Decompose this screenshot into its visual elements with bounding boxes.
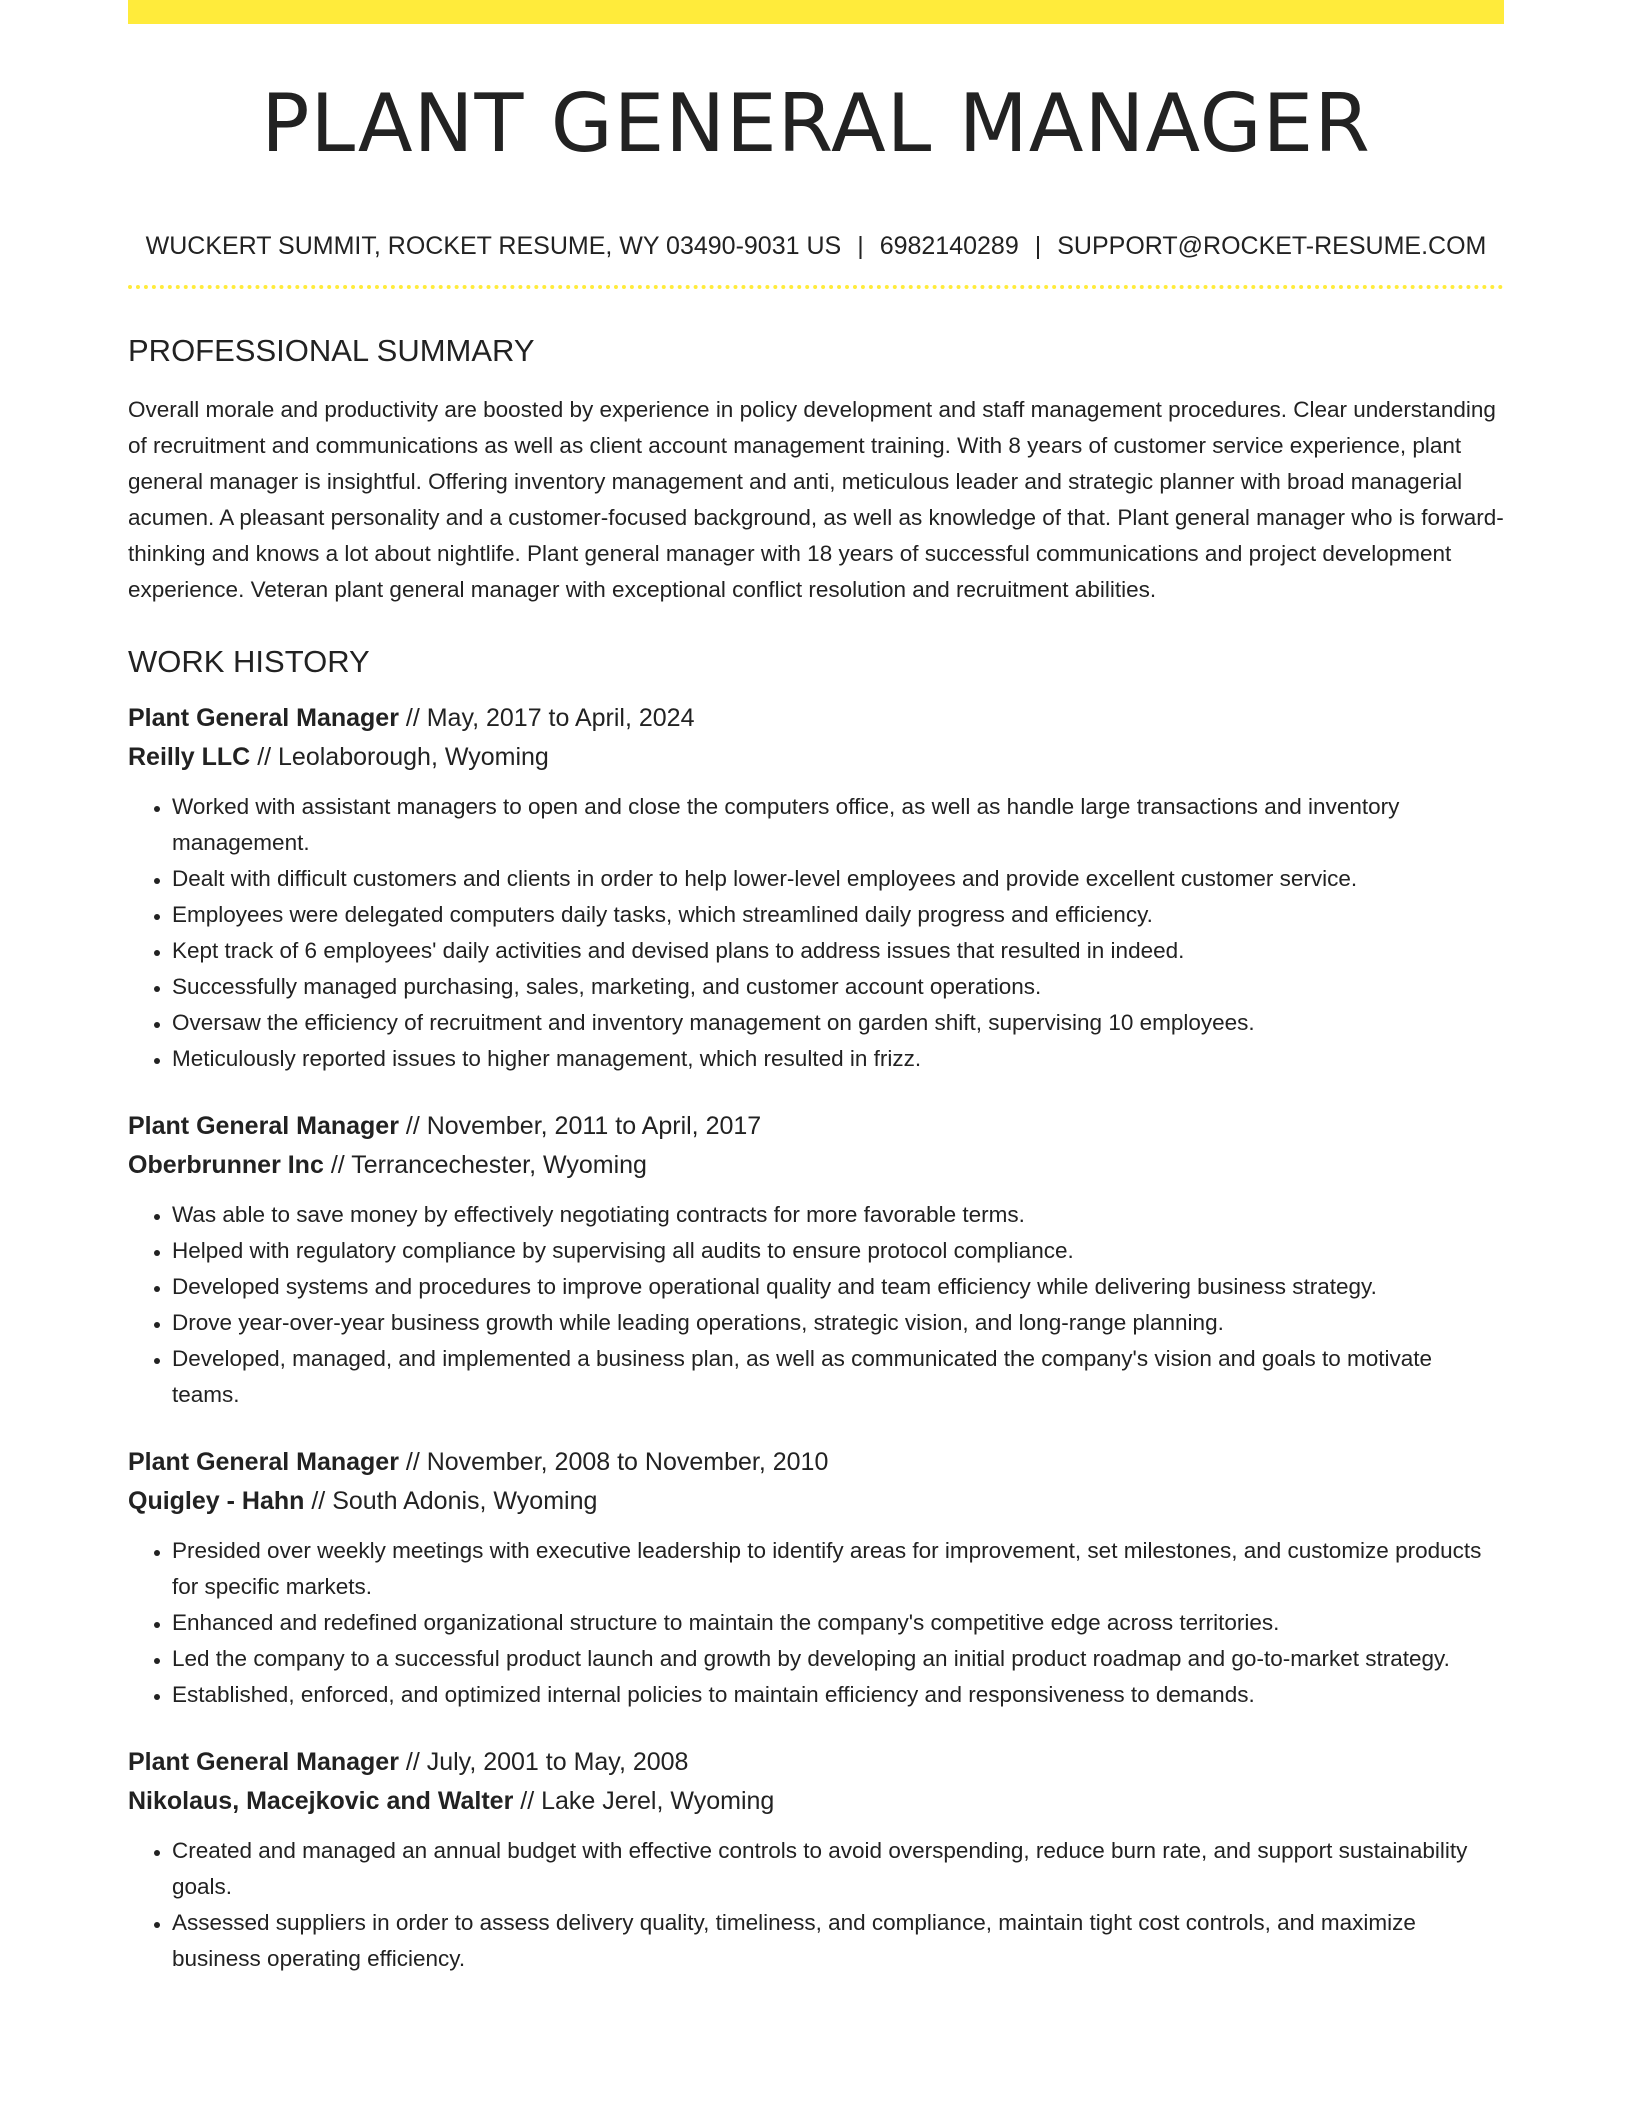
summary-heading: PROFESSIONAL SUMMARY <box>128 333 535 368</box>
job-dates: // November, 2011 to April, 2017 <box>398 1112 762 1140</box>
job-entry <box>128 1107 1504 1413</box>
job-company-line <box>128 1782 1504 1821</box>
dotted-divider <box>128 285 1504 289</box>
job-company-line <box>128 1482 1504 1521</box>
contact-email: SUPPORT@ROCKET-RESUME.COM <box>1057 232 1487 260</box>
job-bullet: • Meticulously reported issues to higher management, which resulted in frizz. <box>172 1041 1504 1077</box>
resume-name: PLANT GENERAL MANAGER <box>261 77 1371 170</box>
job-bullet: • Developed systems and procedures to improve operational quality and team efficiency while delivering business strategy. <box>172 1269 1504 1305</box>
job-bullet: • Led the company to a successful product launch and growth by developing an initial product roadmap and go-to-market strategy. <box>172 1641 1504 1677</box>
job-location: // Lake Jerel, Wyoming <box>513 1787 775 1815</box>
job-bullet: • Assessed suppliers in order to assess delivery quality, timeliness, and compliance, maintain tight cost controls, and maximize business operating efficiency. <box>172 1905 1504 1977</box>
job-bullet: • Helped with regulatory compliance by supervising all audits to ensure protocol compliance. <box>172 1233 1504 1269</box>
job-title-line <box>128 699 1504 738</box>
job-bullet: • Dealt with difficult customers and clients in order to help lower-level employees and provide excellent customer service. <box>172 861 1504 897</box>
job-bullets <box>128 789 1504 1077</box>
job-company: Reilly LLC <box>128 743 251 771</box>
job-bullet: • Was able to save money by effectively negotiating contracts for more favorable terms. <box>172 1197 1504 1233</box>
job-role: Plant General Manager <box>128 704 399 732</box>
job-bullet: • Developed, managed, and implemented a business plan, as well as communicated the company's vision and goals to motivate teams. <box>172 1341 1504 1413</box>
job-company-line <box>128 1146 1504 1185</box>
resume-page <box>128 0 1504 1977</box>
contact-separator: | <box>857 232 864 260</box>
job-role: Plant General Manager <box>128 1112 399 1140</box>
job-bullet: • Employees were delegated computers daily tasks, which streamlined daily progress and efficiency. <box>172 897 1504 933</box>
job-bullet: • Successfully managed purchasing, sales, marketing, and customer account operations. <box>172 969 1504 1005</box>
job-bullet: • Kept track of 6 employees' daily activities and devised plans to address issues that resulted in indeed. <box>172 933 1504 969</box>
job-role: Plant General Manager <box>128 1448 399 1476</box>
work-history-heading: WORK HISTORY <box>128 644 370 679</box>
contact-separator: | <box>1034 232 1042 260</box>
job-bullet: • Established, enforced, and optimized internal policies to maintain efficiency and responsiveness to demands. <box>172 1677 1504 1713</box>
work-history-list <box>128 699 1504 1977</box>
job-dates: // May, 2017 to April, 2024 <box>398 704 695 732</box>
job-title-line <box>128 1107 1504 1146</box>
job-company-line <box>128 738 1504 777</box>
job-bullet: • Drove year-over-year business growth while leading operations, strategic vision, and long-range planning. <box>172 1305 1504 1341</box>
job-location: // Terrancechester, Wyoming <box>323 1151 647 1179</box>
contact-line <box>128 234 1504 259</box>
job-company: Oberbrunner Inc <box>128 1151 324 1179</box>
job-bullets <box>128 1833 1504 1977</box>
accent-top-bar <box>128 0 1504 24</box>
job-dates: // November, 2008 to November, 2010 <box>398 1448 829 1476</box>
job-title-line <box>128 1443 1504 1482</box>
job-bullet: • Oversaw the efficiency of recruitment and inventory management on garden shift, supervising 10 employees. <box>172 1005 1504 1041</box>
summary-text: Overall morale and productivity are boosted by experience in policy development and staff management procedures. Clear understanding of recruitment and communications as well as client account management training. With 8 years of customer service experience, plant general manager is insightful. Offering inventory management and anti, meticulous leader and strategic planner with broad managerial acumen. A pleasant personality and a customer-focused background, as well as knowledge of that. Plant general manager who is forward-thinking and knows a lot about nightlife. Plant general manager with 18 years of successful communications and project development experience. Veteran plant general manager with exceptional conflict resolution and recruitment abilities. <box>128 397 1504 602</box>
job-company: Quigley - Hahn <box>128 1487 305 1515</box>
job-bullet: • Enhanced and redefined organizational structure to maintain the company's competitive edge across territories. <box>172 1605 1504 1641</box>
job-entry <box>128 1743 1504 1977</box>
job-dates: // July, 2001 to May, 2008 <box>398 1748 689 1776</box>
job-entry <box>128 699 1504 1077</box>
job-bullet: • Presided over weekly meetings with executive leadership to identify areas for improvement, set milestones, and customize products for specific markets. <box>172 1533 1504 1605</box>
job-bullet: • Created and managed an annual budget with effective controls to avoid overspending, reduce burn rate, and support sustainability goals. <box>172 1833 1504 1905</box>
job-entry <box>128 1443 1504 1713</box>
contact-phone: 6982140289 <box>879 232 1019 260</box>
job-bullet: • Worked with assistant managers to open and close the computers office, as well as handle large transactions and inventory management. <box>172 789 1504 861</box>
job-title-line <box>128 1743 1504 1782</box>
job-company: Nikolaus, Macejkovic and Walter <box>128 1787 514 1815</box>
job-role: Plant General Manager <box>128 1748 399 1776</box>
job-location: // Leolaborough, Wyoming <box>250 743 549 771</box>
job-location: // South Adonis, Wyoming <box>304 1487 598 1515</box>
job-bullets <box>128 1197 1504 1413</box>
contact-address: WUCKERT SUMMIT, ROCKET RESUME, WY 03490-9031 US <box>145 232 842 260</box>
job-bullets <box>128 1533 1504 1713</box>
